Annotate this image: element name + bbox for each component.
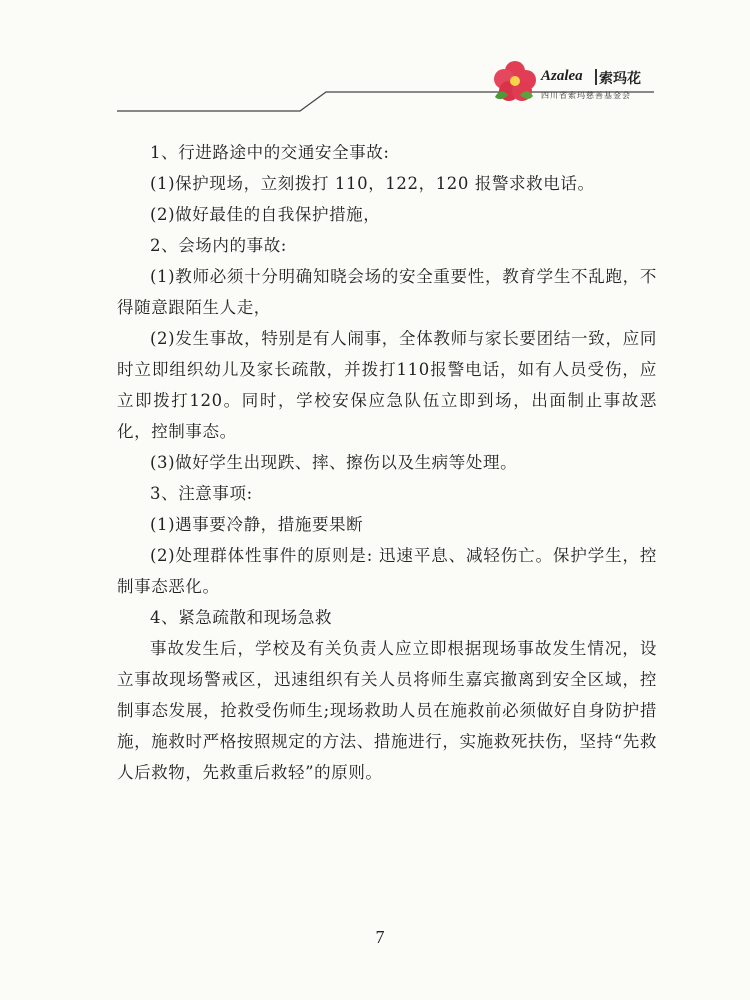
logo-separator xyxy=(595,69,597,85)
paragraph-emergency: 事故发生后，学校及有关负责人应立即根据现场事故发生情况，设立事故现场警戒区，迅速组织有关人员将师生嘉宾撤离到安全区域，控制事态发展，抢救受伤师生;现场救助人员在施救前必须做好自身防护措施，施救时严格按照规定的方法、措施进行，实施救死扶伤，坚持“先救人后救物，先救重后救轻”的原则。 xyxy=(117,639,657,782)
section-heading-notes: 3、注意事项: xyxy=(150,484,253,503)
paragraph-venue-3: (3)做好学生出现跌、摔、擦伤以及生病等处理。 xyxy=(150,453,518,472)
paragraph-traffic-2: (2)做好最佳的自我保护措施， xyxy=(150,205,381,224)
document-body xyxy=(117,137,657,788)
section-heading-emergency: 4、紧急疏散和现场急救 xyxy=(150,608,333,627)
page-number: 7 xyxy=(375,927,385,947)
paragraph-notes-1: (1)遇事要冷静，措施要果断 xyxy=(150,515,364,534)
paragraph-notes-2: (2)处理群体性事件的原则是: 迅速平息、减轻伤亡。保护学生，控制事态恶化。 xyxy=(117,546,657,596)
logo-chinese-text: 索玛花 xyxy=(599,71,641,87)
logo-english-text: Azalea xyxy=(541,68,583,84)
paragraph-venue-1: (1)教师必须十分明确知晓会场的安全重要性，教育学生不乱跑，不得随意跟陌生人走， xyxy=(117,267,657,317)
section-heading-venue: 2、会场内的事故: xyxy=(150,236,287,255)
logo-subtitle: 四川省索玛慈善基金会 xyxy=(541,91,631,100)
paragraph-venue-2: (2)发生事故，特别是有人闹事，全体教师与家长要团结一致，应同时立即组织幼儿及家长疏散，并拨打110报警电话，如有人员受伤，应立即拨打120。同时，学校安保应急队伍立即到场，出面制止事故恶化，控制事态。 xyxy=(117,329,657,441)
paragraph-traffic-1: (1)保护现场，立刻拨打 110，122，120 报警求救电话。 xyxy=(150,174,595,193)
section-heading-traffic: 1、行进路途中的交通安全事故: xyxy=(150,143,390,162)
